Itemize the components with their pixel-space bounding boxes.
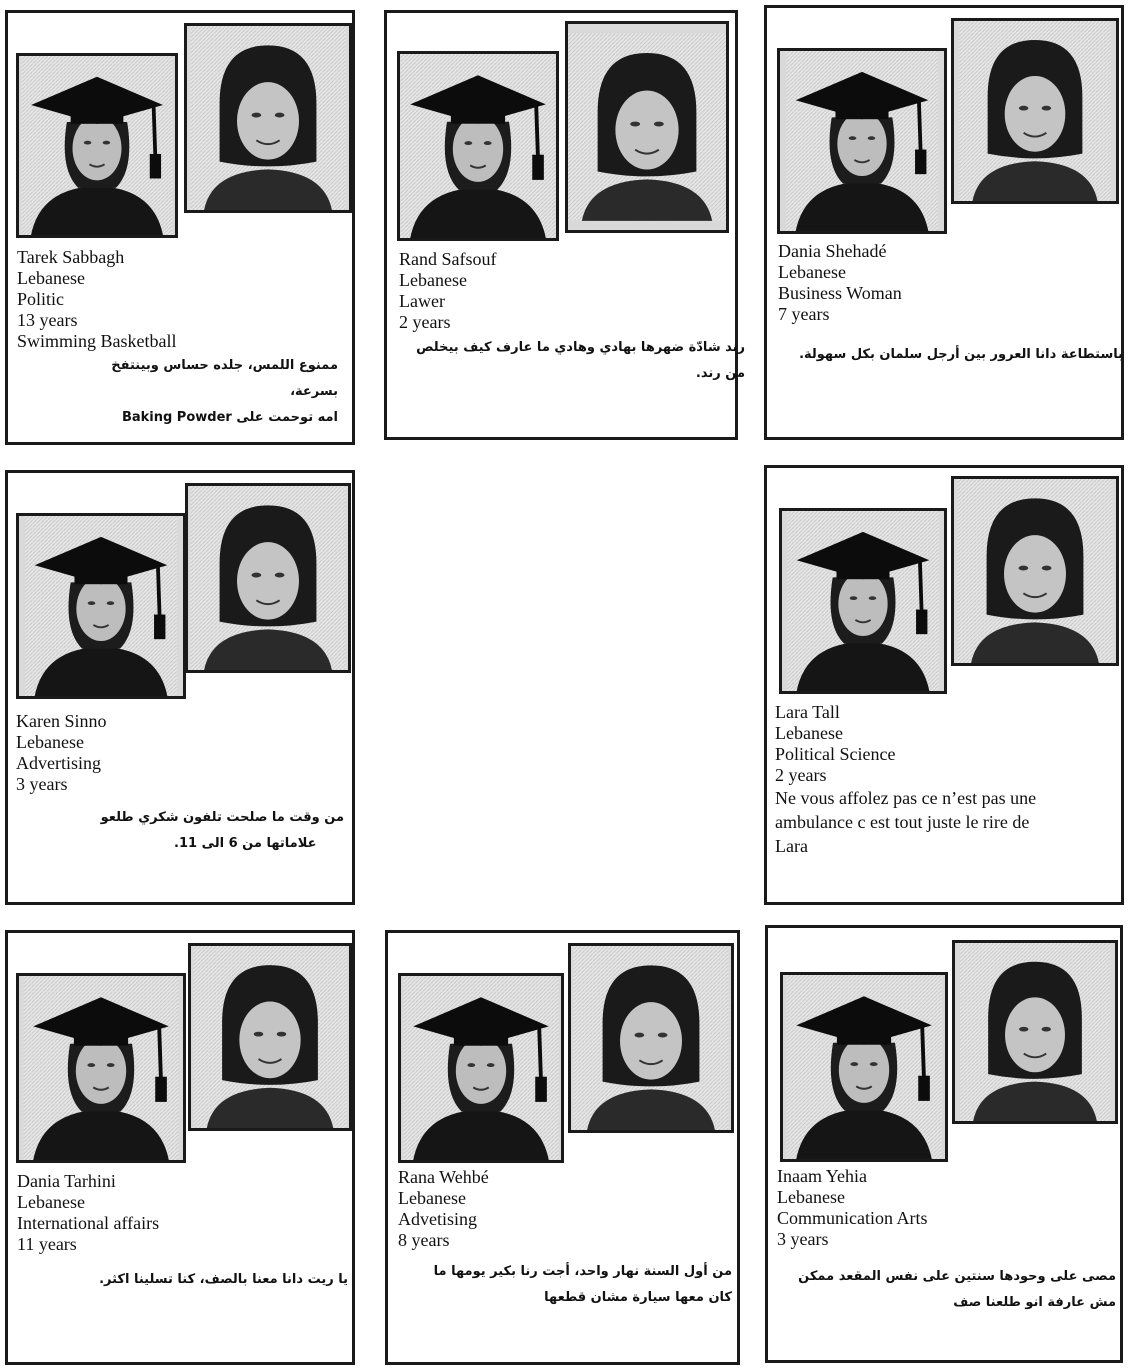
student-major: Communication Arts: [777, 1208, 928, 1228]
student-card: [5, 930, 355, 1365]
student-name: Rand Safsouf: [399, 249, 497, 269]
student-card: [764, 465, 1124, 905]
student-nationality: Lebanese: [775, 723, 843, 743]
student-major: Lawer: [399, 291, 445, 311]
student-card: [5, 470, 355, 905]
note-line: من أول السنة نهار واحد، أجت رنا بكير يومها ما: [433, 1264, 732, 1279]
student-note: [776, 1264, 1116, 1316]
student-nationality: Lebanese: [778, 262, 846, 282]
student-info: [777, 1166, 928, 1250]
student-note: [14, 805, 344, 857]
student-note: [18, 1267, 348, 1293]
student-note: [375, 335, 745, 387]
student-major: Business Woman: [778, 283, 902, 303]
note-line: علاماتها من 6 الى 11.: [174, 836, 317, 851]
student-hobbies: Swimming Basketball: [17, 331, 177, 351]
note-line: مش عارفة انو طلعنا صف: [953, 1295, 1116, 1310]
graduation-photo: [16, 53, 178, 238]
graduation-photo: [397, 51, 559, 241]
student-card: [765, 925, 1123, 1363]
student-years: 8 years: [398, 1230, 450, 1250]
student-nationality: Lebanese: [17, 1192, 85, 1212]
student-name: Inaam Yehia: [777, 1166, 867, 1186]
student-years: 2 years: [399, 312, 451, 332]
student-note: [767, 342, 1123, 368]
student-card: [5, 10, 355, 445]
note-line: امه توحمت على Baking Powder: [121, 410, 338, 425]
student-note: [775, 786, 1115, 858]
student-years: 11 years: [17, 1234, 77, 1254]
student-info: [17, 1171, 159, 1255]
student-card: [385, 930, 740, 1365]
student-name: Tarek Sabbagh: [17, 247, 125, 267]
student-years: 7 years: [778, 304, 830, 324]
student-card: [384, 10, 745, 440]
student-note: [68, 353, 338, 431]
student-info: [775, 702, 895, 786]
student-years: 3 years: [777, 1229, 829, 1249]
student-name: Karen Sinno: [16, 711, 107, 731]
student-years: 13 years: [17, 310, 78, 330]
student-years: 3 years: [16, 774, 68, 794]
casual-photo: [951, 18, 1119, 204]
student-name: Rana Wehbé: [398, 1167, 489, 1187]
student-nationality: Lebanese: [16, 732, 84, 752]
student-card: [764, 5, 1124, 440]
note-line: من وقت ما صلحت تلفون شكري طلعو: [100, 810, 344, 825]
note-line: كان معها سيارة مشان قطعها: [544, 1290, 732, 1305]
casual-photo: [565, 21, 729, 233]
student-name: Dania Shehadé: [778, 241, 887, 261]
casual-photo: [951, 476, 1119, 666]
note-line: باستطاعة دانا العرور بين أرجل سلمان بكل سهولة.: [799, 347, 1123, 362]
graduation-photo: [398, 973, 564, 1163]
student-name: Dania Tarhini: [17, 1171, 116, 1191]
graduation-photo: [779, 508, 947, 694]
student-info: [16, 711, 106, 795]
student-major: Politic: [17, 289, 65, 309]
graduation-photo: [16, 973, 186, 1163]
graduation-photo: [780, 972, 948, 1162]
student-info: [398, 1167, 489, 1251]
note-line: مصى على وحودها سنتين على نفس المقعد ممكن: [798, 1269, 1116, 1284]
student-major: Advertising: [16, 753, 101, 773]
student-major: Advetising: [398, 1209, 477, 1229]
note-line: يا ريت دانا معنا بالصف، كنا تسلينا اكثر.: [99, 1272, 348, 1287]
casual-photo: [188, 943, 352, 1131]
student-major: Political Science: [775, 744, 896, 764]
casual-photo: [952, 940, 1118, 1124]
graduation-photo: [16, 513, 186, 699]
student-nationality: Lebanese: [17, 268, 85, 288]
student-years: 2 years: [775, 765, 827, 785]
student-info: [17, 247, 177, 352]
graduation-photo: [777, 48, 947, 234]
casual-photo: [568, 943, 734, 1133]
note-line: ambulance c est tout juste le rire de: [775, 812, 1030, 832]
student-info: [399, 249, 497, 333]
student-note: [396, 1259, 732, 1311]
note-line: من رند.: [695, 366, 745, 381]
student-major: International affairs: [17, 1213, 160, 1233]
note-line: رند شادّة ضهرها بهادي وهادي ما عارف كيف بيخلص: [416, 340, 745, 355]
student-nationality: Lebanese: [398, 1188, 466, 1208]
casual-photo: [185, 483, 351, 673]
note-line: ممنوع اللمس، جلده حساس وبينتفخ بسرعة،: [111, 358, 338, 399]
student-nationality: Lebanese: [777, 1187, 845, 1207]
note-line: Lara: [775, 836, 808, 856]
note-line: Ne vous affolez pas ce n’est pas une: [775, 788, 1037, 808]
casual-photo: [184, 23, 352, 213]
student-name: Lara Tall: [775, 702, 840, 722]
student-info: [778, 241, 902, 325]
student-nationality: Lebanese: [399, 270, 467, 290]
